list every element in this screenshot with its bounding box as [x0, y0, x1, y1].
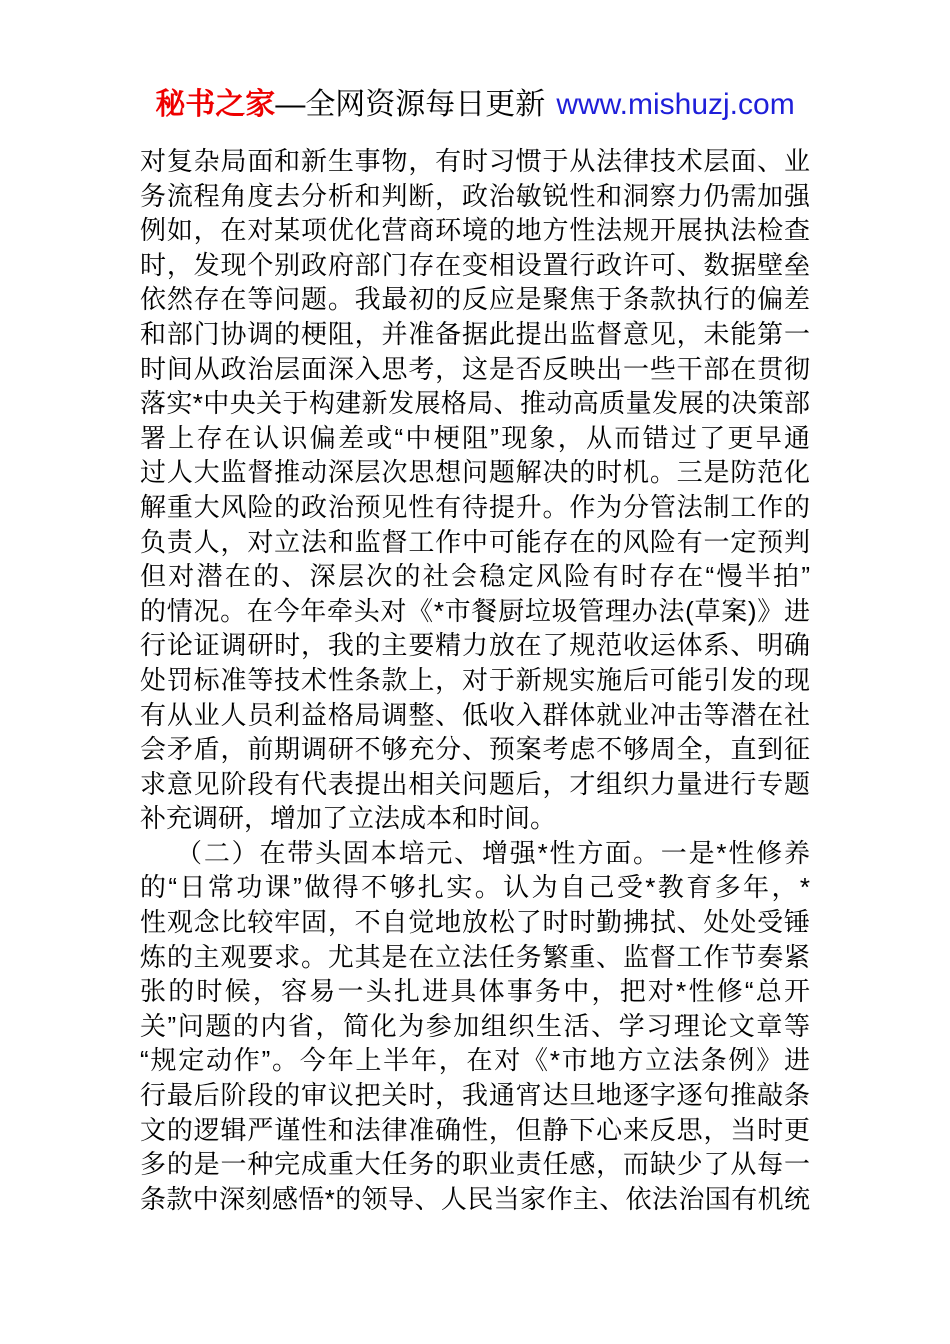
document-text-line: 求意见阶段有代表提出相关问题后，才组织力量进行专题 [140, 768, 810, 799]
document-text-line: 炼的主观要求。尤其是在立法任务繁重、监督工作节奏紧 [140, 941, 810, 972]
document-text-line: “规定动作”。今年上半年，在对《*市地方立法条例》进 [140, 1045, 810, 1076]
document-text-line: 文的逻辑严谨性和法律准确性，但静下心来反思，当时更 [140, 1114, 810, 1145]
document-text-line: 对复杂局面和新生事物，有时习惯于从法律技术层面、业 [140, 146, 810, 176]
document-text-line: 但对潜在的、深层次的社会稳定风险有时存在“慢半拍” [140, 561, 810, 592]
site-url-link[interactable]: www.mishuzj.com [556, 88, 795, 121]
document-text-line: 会矛盾，前期调研不够充分、预案考虑不够周全，直到征 [140, 734, 810, 765]
document-text-line: 张的时候，容易一头扎进具体事务中，把对*性修“总开 [140, 976, 810, 1007]
document-text-line: 落实*中央关于构建新发展格局、推动高质量发展的决策部 [140, 388, 810, 419]
document-text-line: 例如，在对某项优化营商环境的地方性法规开展执法检查 [140, 215, 810, 246]
document-text-line: 解重大风险的政治预见性有待提升。作为分管法制工作的 [140, 491, 810, 522]
document-text-line: 署上存在认识偏差或“中梗阻”现象，从而错过了更早通 [140, 422, 810, 453]
document-text-line: 处罚标准等技术性条款上，对于新规实施后可能引发的现 [140, 664, 810, 695]
document-text-line: 过人大监督推动深层次思想问题解决的时机。三是防范化 [140, 457, 810, 488]
document-text-line: 条款中深刻感悟*的领导、人民当家作主、依法治国有机统 [140, 1183, 810, 1214]
document-text-line: （二）在带头固本培元、增强*性方面。一是*性修养 [176, 837, 810, 868]
document-text-line: 和部门协调的梗阻，并准备据此提出监督意见，未能第一 [140, 318, 810, 349]
document-text-line: 的情况。在今年牵头对《*市餐厨垃圾管理办法(草案)》进 [140, 595, 810, 626]
document-text-line: 关”问题的内省，简化为参加组织生活、学习理论文章等 [140, 1010, 810, 1041]
document-text-line: 依然存在等问题。我最初的反应是聚焦于条款执行的偏差 [140, 284, 810, 315]
page-header [0, 84, 950, 126]
document-text-line: 补充调研，增加了立法成本和时间。 [140, 803, 557, 834]
document-body [140, 144, 810, 1216]
document-text-line: 务流程角度去分析和判断，政治敏锐性和洞察力仍需加强 [140, 180, 810, 211]
document-text-line: 的“日常功课”做得不够扎实。认为自己受*教育多年，* [140, 872, 810, 903]
document-text-line: 时，发现个别政府部门存在变相设置行政许可、数据壁垒 [140, 249, 810, 280]
document-text-line: 负责人，对立法和监督工作中可能存在的风险有一定预判 [140, 526, 810, 557]
site-name: 秘书之家 [155, 88, 276, 121]
document-text-line: 行最后阶段的审议把关时，我通宵达旦地逐字逐句推敲条 [140, 1080, 810, 1111]
header-tagline: —全网资源每日更新 [275, 88, 546, 121]
document-text-line: 行论证调研时，我的主要精力放在了规范收运体系、明确 [140, 630, 810, 661]
document-text-line: 有从业人员利益格局调整、低收入群体就业冲击等潜在社 [140, 699, 810, 730]
document-text-line: 多的是一种完成重大任务的职业责任感，而缺少了从每一 [140, 1149, 810, 1180]
document-text-line: 性观念比较牢固，不自觉地放松了时时勤拂拭、处处受锤 [140, 907, 810, 938]
document-text-line: 时间从政治层面深入思考，这是否反映出一些干部在贯彻 [140, 353, 810, 384]
